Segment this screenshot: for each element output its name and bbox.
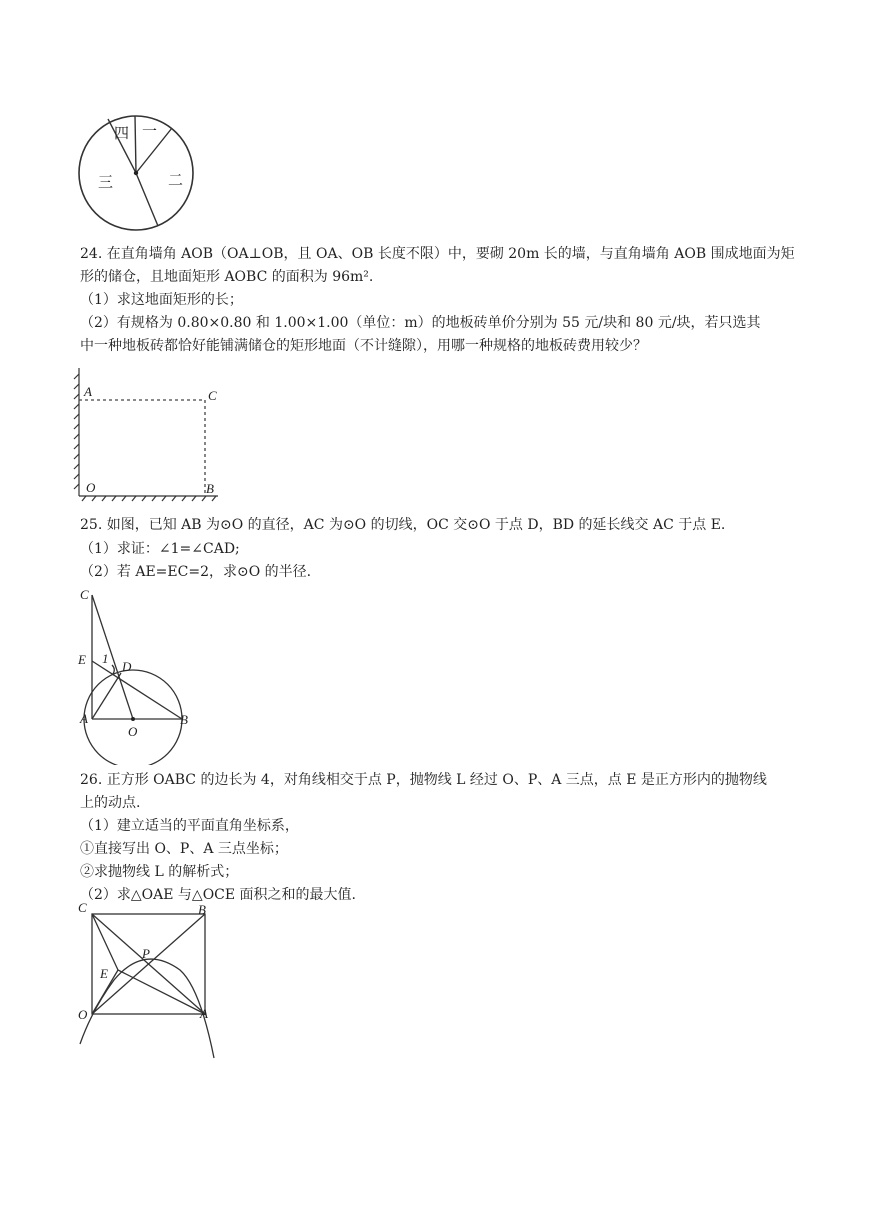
spinner-divider-4 (136, 173, 158, 226)
spinner-figure (74, 112, 200, 232)
q26-part1: （1）建立适当的平面直角坐标系， (80, 818, 299, 834)
q25-circle-figure (74, 585, 194, 765)
sector-label-4: 四 (114, 126, 130, 142)
q24-label-A: A (84, 384, 92, 399)
q26-sub1: ①直接写出 O、P、A 三点坐标； (80, 841, 288, 857)
q24-wall-figure (72, 362, 232, 504)
q24-part2-line1: （2）有规格为 0.80×0.80 和 1.00×1.00（单位：m）的地板砖单价分别为 55 元/块和 80 元/块，若只选其 (80, 315, 761, 331)
q26-part2: （2）求△OAE 与△OCE 面积之和的最大值. (80, 887, 357, 903)
q26-label-O: O (78, 1007, 88, 1022)
spinner-center (134, 171, 138, 175)
q24-part2-line2: 中一种地板砖都恰好能铺满储仓的矩形地面（不计缝隙），用哪一种规格的地板砖费用较少？ (80, 338, 647, 354)
sector-label-2: 二 (168, 173, 184, 189)
q25-label-D: D (122, 659, 132, 674)
q24-label-C: C (208, 388, 217, 403)
q25-label-E: E (78, 652, 86, 667)
q25-part2: （2）若 AE=EC=2，求⊙O 的半径. (80, 564, 312, 580)
q24-label-O: O (86, 480, 96, 495)
q25-label-1: 1 (102, 651, 109, 666)
q26-label-B: B (198, 902, 206, 917)
q26-label-P: P (142, 946, 150, 961)
q24-label-B: B (206, 481, 214, 496)
q25-label-B: B (180, 712, 188, 727)
sector-label-1: 一 (142, 124, 158, 140)
q25-stem: 25. 如图，已知 AB 为⊙O 的直径，AC 为⊙O 的切线，OC 交⊙O 于点 D，BD 的延长线交 AC 于点 E. (80, 517, 726, 533)
q26-stem-line2: 上的动点. (80, 795, 141, 811)
q24-part1: （1）求这地面矩形的长； (80, 292, 243, 308)
q26-label-C: C (78, 900, 87, 915)
q26-stem-line1: 26. 正方形 OABC 的边长为 4，对角线相交于点 P，抛物线 L 经过 O、P、A 三点，点 E 是正方形内的抛物线 (80, 772, 767, 788)
spinner-divider-2 (135, 116, 136, 173)
q25-label-A: A (80, 711, 88, 726)
q26-square-figure (74, 900, 224, 1065)
q25-label-O: O (128, 724, 138, 739)
q26-label-E: E (100, 966, 108, 981)
sector-label-3: 三 (98, 175, 114, 191)
q24-stem-line2: 形的储仓，且地面矩形 AOBC 的面积为 96m². (80, 269, 374, 285)
q24-stem-line1: 24. 在直角墙角 AOB（OA⊥OB，且 OA、OB 长度不限）中，要砌 20m 长的墙，与直角墙角 AOB 围成地面为矩 (80, 246, 795, 262)
q26-label-A: A (200, 1006, 208, 1021)
q26-sub2: ②求抛物线 L 的解析式； (80, 864, 239, 880)
q25-part1: （1）求证：∠1=∠CAD; (80, 541, 240, 557)
q25-label-C: C (80, 587, 89, 602)
